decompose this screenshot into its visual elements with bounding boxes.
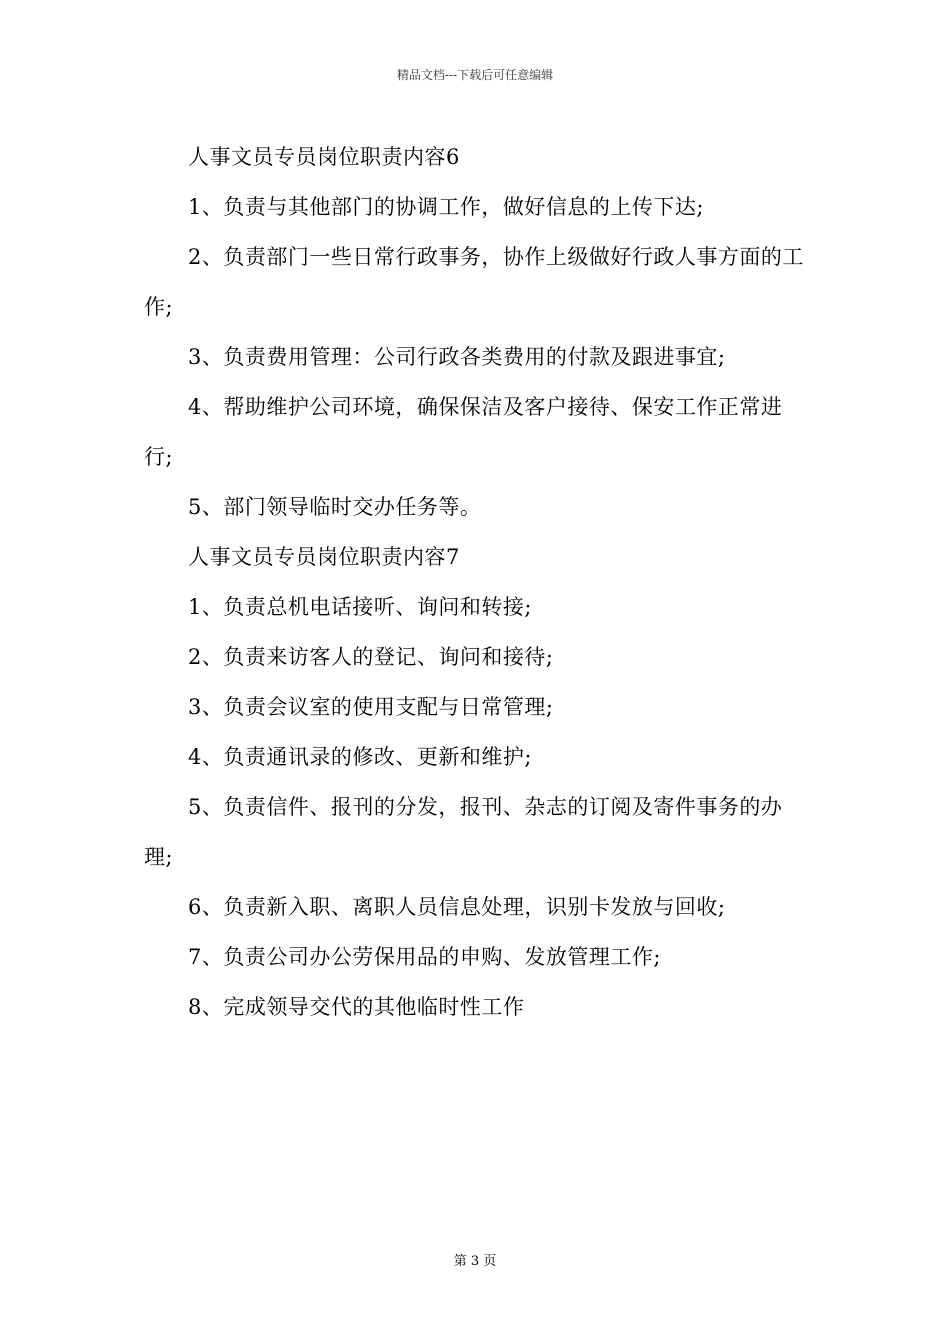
list-item: 2、负责部门一些日常行政事务，协作上级做好行政人事方面的工作; (144, 245, 804, 319)
list-item: 4、帮助维护公司环境，确保保洁及客户接待、保安工作正常进行; (144, 395, 783, 469)
document-body (144, 132, 810, 1032)
list-item: 2、负责来访客人的登记、询问和接待; (188, 645, 554, 669)
list-item: 1、负责与其他部门的协调工作，做好信息的上传下达; (188, 195, 704, 219)
list-item: 7、负责公司办公劳保用品的申购、发放管理工作; (188, 945, 661, 969)
list-item: 5、负责信件、报刊的分发，报刊、杂志的订阅及寄件事务的办理; (144, 795, 783, 869)
section-heading-7: 人事文员专员岗位职责内容7 (188, 545, 460, 569)
list-item: 5、部门领导临时交办任务等。 (188, 495, 482, 519)
page-number: 第 3 页 (453, 1254, 497, 1269)
list-item: 3、负责会议室的使用支配与日常管理; (188, 695, 554, 719)
list-item: 4、负责通讯录的修改、更新和维护; (188, 745, 532, 769)
list-item: 8、完成领导交代的其他临时性工作 (188, 995, 525, 1019)
section-heading-6: 人事文员专员岗位职责内容6 (188, 145, 460, 169)
list-item: 1、负责总机电话接听、询问和转接; (188, 595, 532, 619)
page-header: 精品文档---下载后可任意编辑 (396, 68, 554, 82)
list-item: 6、负责新入职、离职人员信息处理，识别卡发放与回收; (188, 895, 726, 919)
list-item: 3、负责费用管理：公司行政各类费用的付款及跟进事宜; (188, 345, 726, 369)
